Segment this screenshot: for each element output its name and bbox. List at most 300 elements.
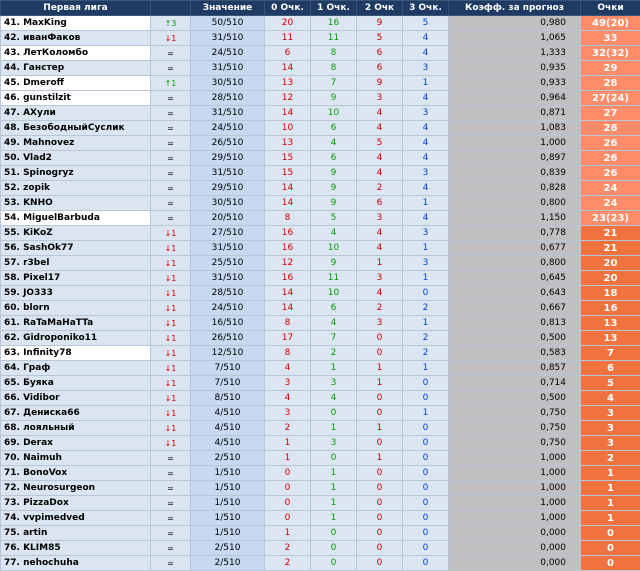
points-value: 21 [581,241,640,256]
trend-indicator: = [151,211,191,226]
points-value: 20 [581,271,640,286]
two-points-count: 0 [357,391,403,406]
one-point-count: 5 [311,211,357,226]
zero-points-count: 11 [265,31,311,46]
header-name: Первая лига [1,1,151,16]
prediction-value: 1/510 [191,481,265,496]
points-value: 6 [581,361,640,376]
zero-points-count: 0 [265,466,311,481]
points-value: 49(20) [581,16,640,31]
one-point-count: 11 [311,31,357,46]
player-name: 61. RaTaMaHaTTa [1,316,151,331]
zero-points-count: 14 [265,181,311,196]
prediction-value: 28/510 [191,286,265,301]
prediction-value: 7/510 [191,361,265,376]
table-row [1,76,640,91]
table-row [1,106,640,121]
trend-indicator: = [151,466,191,481]
three-points-count: 3 [403,106,449,121]
points-value: 20 [581,256,640,271]
player-name: 69. Derax [1,436,151,451]
player-name: 53. KNHO [1,196,151,211]
player-name: 74. vvpimedved [1,511,151,526]
coefficient-value: 0,645 [449,271,581,286]
zero-points-count: 14 [265,196,311,211]
table-row [1,256,640,271]
prediction-value: 24/510 [191,121,265,136]
player-name: 44. Ганстер [1,61,151,76]
trend-indicator: ↓1 [151,346,191,361]
points-value: 1 [581,496,640,511]
zero-points-count: 14 [265,301,311,316]
one-point-count: 9 [311,91,357,106]
points-value: 0 [581,526,640,541]
three-points-count: 0 [403,421,449,436]
trend-indicator: ↓1 [151,391,191,406]
table-row [1,226,640,241]
zero-points-count: 6 [265,46,311,61]
player-name: 65. Буяка [1,376,151,391]
trend-indicator: ↓1 [151,436,191,451]
two-points-count: 3 [357,211,403,226]
three-points-count: 2 [403,346,449,361]
points-value: 3 [581,436,640,451]
zero-points-count: 16 [265,271,311,286]
prediction-value: 1/510 [191,511,265,526]
trend-indicator: ↓1 [151,241,191,256]
coefficient-value: 1,000 [449,511,581,526]
trend-indicator: ↓1 [151,271,191,286]
three-points-count: 0 [403,376,449,391]
prediction-value: 24/510 [191,46,265,61]
three-points-count: 0 [403,391,449,406]
table-row [1,331,640,346]
two-points-count: 2 [357,181,403,196]
two-points-count: 1 [357,421,403,436]
coefficient-value: 1,150 [449,211,581,226]
two-points-count: 9 [357,76,403,91]
zero-points-count: 0 [265,481,311,496]
coefficient-value: 0,000 [449,541,581,556]
prediction-value: 31/510 [191,241,265,256]
player-name: 70. Naimuh [1,451,151,466]
player-name: 49. Mahnovez [1,136,151,151]
coefficient-value: 0,500 [449,331,581,346]
player-name: 43. ЛетКоломбо [1,46,151,61]
points-value: 27(24) [581,91,640,106]
trend-indicator: ↑1 [151,76,191,91]
points-value: 24 [581,181,640,196]
player-name: 63. Infinity78 [1,346,151,361]
points-value: 1 [581,481,640,496]
one-point-count: 3 [311,436,357,451]
header-value: Значение [191,1,265,16]
one-point-count: 9 [311,181,357,196]
player-name: 64. Граф [1,361,151,376]
two-points-count: 6 [357,61,403,76]
zero-points-count: 10 [265,121,311,136]
coefficient-value: 0,813 [449,316,581,331]
prediction-value: 1/510 [191,526,265,541]
one-point-count: 1 [311,361,357,376]
trend-indicator: = [151,481,191,496]
player-name: 76. KLIM85 [1,541,151,556]
one-point-count: 11 [311,271,357,286]
player-name: 60. blorn [1,301,151,316]
coefficient-value: 0,714 [449,376,581,391]
prediction-value: 2/510 [191,451,265,466]
two-points-count: 4 [357,241,403,256]
one-point-count: 4 [311,316,357,331]
one-point-count: 1 [311,421,357,436]
prediction-value: 31/510 [191,166,265,181]
prediction-value: 2/510 [191,556,265,571]
trend-indicator: = [151,46,191,61]
trend-indicator: ↓1 [151,331,191,346]
three-points-count: 4 [403,136,449,151]
player-name: 77. nehochuha [1,556,151,571]
one-point-count: 7 [311,331,357,346]
one-point-count: 10 [311,241,357,256]
trend-indicator: = [151,136,191,151]
table-row [1,271,640,286]
three-points-count: 3 [403,226,449,241]
player-name: 68. лояльный [1,421,151,436]
zero-points-count: 16 [265,241,311,256]
prediction-value: 30/510 [191,196,265,211]
coefficient-value: 0,000 [449,556,581,571]
two-points-count: 1 [357,361,403,376]
trend-indicator: = [151,196,191,211]
zero-points-count: 8 [265,316,311,331]
three-points-count: 4 [403,211,449,226]
prediction-value: 31/510 [191,106,265,121]
player-name: 58. Pixel17 [1,271,151,286]
player-name: 51. Spinogryz [1,166,151,181]
table-row [1,421,640,436]
one-point-count: 9 [311,196,357,211]
coefficient-value: 1,000 [449,496,581,511]
table-row [1,466,640,481]
coefficient-value: 0,933 [449,76,581,91]
three-points-count: 4 [403,46,449,61]
zero-points-count: 12 [265,91,311,106]
table-row [1,511,640,526]
zero-points-count: 13 [265,76,311,91]
table-row [1,541,640,556]
coefficient-value: 0,000 [449,526,581,541]
two-points-count: 1 [357,256,403,271]
table-row [1,121,640,136]
one-point-count: 7 [311,76,357,91]
one-point-count: 1 [311,481,357,496]
trend-indicator: = [151,511,191,526]
points-value: 23(23) [581,211,640,226]
table-row [1,211,640,226]
two-points-count: 0 [357,481,403,496]
prediction-value: 27/510 [191,226,265,241]
coefficient-value: 0,897 [449,151,581,166]
points-value: 24 [581,196,640,211]
coefficient-value: 1,000 [449,451,581,466]
three-points-count: 0 [403,556,449,571]
two-points-count: 4 [357,151,403,166]
three-points-count: 1 [403,241,449,256]
trend-indicator: ↓1 [151,286,191,301]
trend-indicator: ↓1 [151,421,191,436]
two-points-count: 6 [357,196,403,211]
one-point-count: 10 [311,106,357,121]
two-points-count: 0 [357,346,403,361]
zero-points-count: 15 [265,151,311,166]
player-name: 56. SashOk77 [1,241,151,256]
table-row [1,376,640,391]
zero-points-count: 13 [265,136,311,151]
one-point-count: 0 [311,556,357,571]
prediction-value: 28/510 [191,91,265,106]
header-coefficient: Коэфф. за прогноз [449,1,581,16]
player-name: 73. PizzaDox [1,496,151,511]
header-3-points: 3 Очк. [403,1,449,16]
points-value: 16 [581,301,640,316]
trend-indicator: ↑3 [151,16,191,31]
two-points-count: 6 [357,46,403,61]
prediction-value: 1/510 [191,466,265,481]
prediction-value: 20/510 [191,211,265,226]
coefficient-value: 1,065 [449,31,581,46]
table-row [1,496,640,511]
trend-indicator: ↓1 [151,406,191,421]
one-point-count: 8 [311,61,357,76]
player-name: 50. Vlad2 [1,151,151,166]
points-value: 7 [581,346,640,361]
table-row [1,526,640,541]
points-value: 26 [581,136,640,151]
table-row [1,346,640,361]
coefficient-value: 0,935 [449,61,581,76]
two-points-count: 5 [357,31,403,46]
prediction-value: 16/510 [191,316,265,331]
coefficient-value: 0,500 [449,391,581,406]
coefficient-value: 0,677 [449,241,581,256]
coefficient-value: 0,839 [449,166,581,181]
trend-indicator: ↓1 [151,316,191,331]
one-point-count: 1 [311,496,357,511]
three-points-count: 5 [403,16,449,31]
header-1-points: 1 Очк. [311,1,357,16]
prediction-value: 29/510 [191,181,265,196]
table-row [1,151,640,166]
player-name: 54. MiguelBarbuda [1,211,151,226]
table-row [1,196,640,211]
three-points-count: 0 [403,496,449,511]
player-name: 47. AXули [1,106,151,121]
coefficient-value: 0,857 [449,361,581,376]
three-points-count: 0 [403,481,449,496]
zero-points-count: 17 [265,331,311,346]
two-points-count: 1 [357,451,403,466]
points-value: 32(32) [581,46,640,61]
coefficient-value: 0,800 [449,256,581,271]
header-trend [151,1,191,16]
three-points-count: 0 [403,436,449,451]
three-points-count: 3 [403,61,449,76]
one-point-count: 1 [311,511,357,526]
player-name: 55. KiKoZ [1,226,151,241]
two-points-count: 0 [357,466,403,481]
points-value: 27 [581,106,640,121]
player-name: 41. MaxKing [1,16,151,31]
points-value: 18 [581,286,640,301]
three-points-count: 0 [403,466,449,481]
zero-points-count: 14 [265,106,311,121]
player-name: 52. zopik [1,181,151,196]
one-point-count: 4 [311,226,357,241]
coefficient-value: 0,750 [449,421,581,436]
two-points-count: 0 [357,556,403,571]
two-points-count: 0 [357,496,403,511]
trend-indicator: = [151,556,191,571]
two-points-count: 0 [357,436,403,451]
one-point-count: 0 [311,526,357,541]
points-value: 26 [581,166,640,181]
two-points-count: 3 [357,91,403,106]
points-value: 21 [581,226,640,241]
three-points-count: 2 [403,301,449,316]
zero-points-count: 1 [265,451,311,466]
one-point-count: 9 [311,166,357,181]
zero-points-count: 3 [265,376,311,391]
coefficient-value: 0,980 [449,16,581,31]
prediction-value: 1/510 [191,496,265,511]
zero-points-count: 2 [265,556,311,571]
three-points-count: 3 [403,256,449,271]
points-value: 26 [581,151,640,166]
two-points-count: 4 [357,286,403,301]
one-point-count: 6 [311,121,357,136]
table-row [1,301,640,316]
two-points-count: 5 [357,136,403,151]
trend-indicator: = [151,166,191,181]
coefficient-value: 0,750 [449,406,581,421]
two-points-count: 3 [357,316,403,331]
trend-indicator: ↓1 [151,226,191,241]
points-value: 0 [581,541,640,556]
table-row [1,436,640,451]
player-name: 62. Gidroponiko11 [1,331,151,346]
trend-indicator: = [151,61,191,76]
trend-indicator: ↓1 [151,361,191,376]
prediction-value: 29/510 [191,151,265,166]
coefficient-value: 0,667 [449,301,581,316]
three-points-count: 0 [403,286,449,301]
one-point-count: 3 [311,376,357,391]
table-row [1,391,640,406]
trend-indicator: = [151,181,191,196]
three-points-count: 0 [403,541,449,556]
trend-indicator: = [151,91,191,106]
zero-points-count: 4 [265,391,311,406]
table-row [1,136,640,151]
coefficient-value: 0,800 [449,196,581,211]
points-value: 2 [581,451,640,466]
prediction-value: 31/510 [191,271,265,286]
zero-points-count: 0 [265,511,311,526]
one-point-count: 10 [311,286,357,301]
coefficient-value: 1,083 [449,121,581,136]
coefficient-value: 0,778 [449,226,581,241]
three-points-count: 1 [403,361,449,376]
three-points-count: 1 [403,196,449,211]
table-row [1,556,640,571]
three-points-count: 1 [403,271,449,286]
one-point-count: 6 [311,301,357,316]
trend-indicator: ↓1 [151,256,191,271]
three-points-count: 2 [403,331,449,346]
player-name: 66. Vidibor [1,391,151,406]
table-row [1,181,640,196]
zero-points-count: 14 [265,61,311,76]
two-points-count: 0 [357,526,403,541]
one-point-count: 4 [311,136,357,151]
table-row [1,451,640,466]
prediction-value: 12/510 [191,346,265,361]
table-row [1,481,640,496]
zero-points-count: 16 [265,226,311,241]
player-name: 75. artin [1,526,151,541]
points-value: 0 [581,556,640,571]
table-row [1,241,640,256]
zero-points-count: 2 [265,541,311,556]
two-points-count: 0 [357,406,403,421]
header-2-points: 2 Очк [357,1,403,16]
three-points-count: 4 [403,31,449,46]
trend-indicator: ↓1 [151,376,191,391]
prediction-value: 50/510 [191,16,265,31]
player-name: 71. BonoVox [1,466,151,481]
trend-indicator: = [151,151,191,166]
coefficient-value: 1,000 [449,466,581,481]
points-value: 1 [581,466,640,481]
three-points-count: 4 [403,181,449,196]
table-row [1,61,640,76]
player-name: 46. gunstilzit [1,91,151,106]
zero-points-count: 12 [265,256,311,271]
two-points-count: 4 [357,106,403,121]
zero-points-count: 20 [265,16,311,31]
one-point-count: 4 [311,391,357,406]
player-name: 72. Neurosurgeon [1,481,151,496]
points-value: 1 [581,511,640,526]
one-point-count: 8 [311,46,357,61]
coefficient-value: 1,000 [449,136,581,151]
coefficient-value: 0,750 [449,436,581,451]
zero-points-count: 4 [265,361,311,376]
trend-indicator: = [151,541,191,556]
two-points-count: 9 [357,16,403,31]
zero-points-count: 15 [265,166,311,181]
three-points-count: 0 [403,511,449,526]
two-points-count: 3 [357,271,403,286]
player-name: 45. Dmeroff [1,76,151,91]
two-points-count: 4 [357,166,403,181]
two-points-count: 2 [357,301,403,316]
table-row [1,46,640,61]
one-point-count: 1 [311,466,357,481]
trend-indicator: = [151,106,191,121]
coefficient-value: 0,871 [449,106,581,121]
points-value: 28 [581,76,640,91]
